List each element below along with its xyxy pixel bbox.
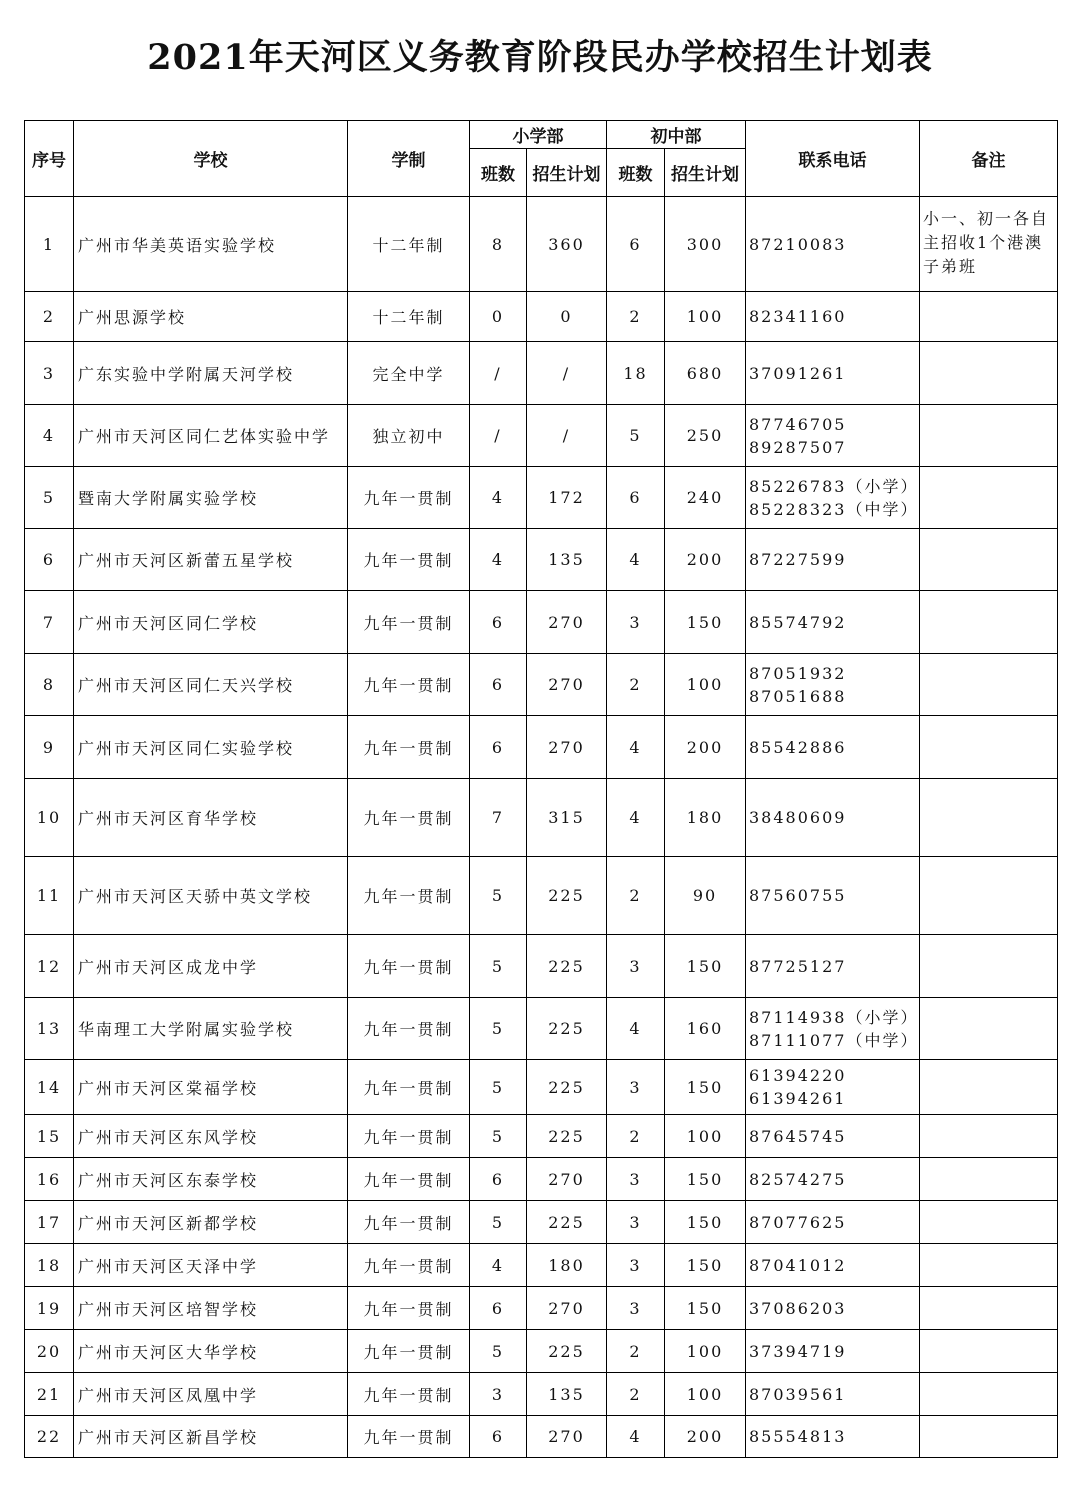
phone-number: 87051688 xyxy=(749,686,847,706)
header-phone: 联系电话 xyxy=(746,121,920,197)
table-row xyxy=(25,1244,1058,1287)
table-row xyxy=(25,1330,1058,1373)
row-system: 九年一贯制 xyxy=(348,1201,470,1244)
phone-number: 87725127 xyxy=(749,956,847,976)
header-junior-plan: 招生计划 xyxy=(665,149,746,197)
row-junior-plan: 150 xyxy=(665,1201,746,1244)
page-title: 2021年天河区义务教育阶段民办学校招生计划表 xyxy=(147,37,933,78)
row-primary-plan: 225 xyxy=(527,1201,607,1244)
row-no: 7 xyxy=(25,591,74,654)
row-school: 暨南大学附属实验学校 xyxy=(74,467,348,529)
row-primary-plan: 135 xyxy=(527,529,607,591)
row-remark xyxy=(920,1373,1058,1416)
row-junior-classes: 4 xyxy=(607,716,665,779)
row-primary-classes: 6 xyxy=(470,1287,527,1330)
row-remark xyxy=(920,716,1058,779)
phone-number: 61394261 xyxy=(749,1089,847,1108)
row-school: 广州市天河区同仁天兴学校 xyxy=(74,654,348,716)
row-junior-plan: 150 xyxy=(665,935,746,998)
row-no: 14 xyxy=(25,1060,74,1115)
row-no: 8 xyxy=(25,654,74,716)
row-system: 九年一贯制 xyxy=(348,779,470,857)
row-primary-plan: 0 xyxy=(527,292,607,342)
row-junior-plan: 300 xyxy=(665,197,746,292)
row-phone xyxy=(746,591,920,654)
row-primary-classes: 5 xyxy=(470,1201,527,1244)
row-junior-plan: 200 xyxy=(665,529,746,591)
row-school: 广州市天河区新蕾五星学校 xyxy=(74,529,348,591)
row-primary-plan: 135 xyxy=(527,1373,607,1416)
row-primary-plan: 270 xyxy=(527,591,607,654)
phone-number: 38480609 xyxy=(749,808,847,827)
row-no: 5 xyxy=(25,467,74,529)
row-junior-classes: 3 xyxy=(607,935,665,998)
row-primary-plan: 172 xyxy=(527,467,607,529)
row-remark xyxy=(920,779,1058,857)
row-junior-classes: 4 xyxy=(607,998,665,1060)
row-primary-plan: 270 xyxy=(527,1287,607,1330)
row-system: 完全中学 xyxy=(348,342,470,405)
row-school: 广州市天河区东风学校 xyxy=(74,1115,348,1158)
table-row xyxy=(25,342,1058,405)
row-junior-classes: 2 xyxy=(607,1373,665,1416)
row-no: 1 xyxy=(25,197,74,292)
row-no: 4 xyxy=(25,405,74,467)
table-row xyxy=(25,1373,1058,1416)
row-junior-plan: 240 xyxy=(665,467,746,529)
row-no: 22 xyxy=(25,1416,74,1458)
row-school: 广州市华美英语实验学校 xyxy=(74,197,348,292)
table-row xyxy=(25,405,1058,467)
row-phone xyxy=(746,1201,920,1244)
phone-number: 87077625 xyxy=(749,1212,847,1232)
row-junior-classes: 3 xyxy=(607,1287,665,1330)
row-school: 广州市天河区同仁实验学校 xyxy=(74,716,348,779)
phone-number: 89287507 xyxy=(749,437,847,457)
row-junior-classes: 3 xyxy=(607,1244,665,1287)
table-row xyxy=(25,1201,1058,1244)
row-no: 11 xyxy=(25,857,74,935)
row-system: 九年一贯制 xyxy=(348,529,470,591)
phone-number: 87051932 xyxy=(749,663,847,683)
table-row xyxy=(25,998,1058,1060)
row-remark xyxy=(920,1115,1058,1158)
row-no: 21 xyxy=(25,1373,74,1416)
row-school: 华南理工大学附属实验学校 xyxy=(74,998,348,1060)
row-primary-plan: / xyxy=(527,342,607,405)
row-primary-classes: 4 xyxy=(470,1244,527,1287)
table-row xyxy=(25,1158,1058,1201)
row-remark xyxy=(920,1416,1058,1458)
row-junior-classes: 4 xyxy=(607,529,665,591)
row-no: 13 xyxy=(25,998,74,1060)
phone-number: 85542886 xyxy=(749,737,847,757)
row-phone xyxy=(746,529,920,591)
phone-number: 87111077（中学） xyxy=(749,1030,919,1050)
header-junior-classes: 班数 xyxy=(607,149,665,197)
row-phone xyxy=(746,1416,920,1458)
header-remark: 备注 xyxy=(920,121,1058,197)
row-no: 10 xyxy=(25,779,74,857)
row-school: 广州市天河区新都学校 xyxy=(74,1201,348,1244)
row-primary-plan: 270 xyxy=(527,716,607,779)
row-primary-classes: 5 xyxy=(470,935,527,998)
row-phone xyxy=(746,1060,920,1115)
row-primary-classes: 5 xyxy=(470,1060,527,1115)
table-row xyxy=(25,1416,1058,1458)
row-system: 独立初中 xyxy=(348,405,470,467)
row-system: 九年一贯制 xyxy=(348,591,470,654)
header-primary-classes: 班数 xyxy=(470,149,527,197)
table-row xyxy=(25,716,1058,779)
phone-number: 85226783（小学） xyxy=(749,476,919,496)
row-remark: 小一、初一各自主招收1个港澳子弟班 xyxy=(920,197,1058,292)
row-junior-plan: 200 xyxy=(665,1416,746,1458)
row-junior-classes: 2 xyxy=(607,292,665,342)
row-system: 九年一贯制 xyxy=(348,1060,470,1115)
row-primary-plan: 315 xyxy=(527,779,607,857)
row-phone xyxy=(746,467,920,529)
row-junior-classes: 2 xyxy=(607,1115,665,1158)
row-junior-plan: 100 xyxy=(665,1115,746,1158)
row-junior-classes: 18 xyxy=(607,342,665,405)
row-primary-classes: 6 xyxy=(470,591,527,654)
row-system: 十二年制 xyxy=(348,292,470,342)
row-no: 6 xyxy=(25,529,74,591)
phone-number: 82574275 xyxy=(749,1169,847,1189)
row-remark xyxy=(920,857,1058,935)
table-row xyxy=(25,1287,1058,1330)
phone-number: 87645745 xyxy=(749,1126,847,1146)
row-junior-classes: 2 xyxy=(607,654,665,716)
row-no: 3 xyxy=(25,342,74,405)
row-junior-classes: 3 xyxy=(607,1158,665,1201)
row-system: 九年一贯制 xyxy=(348,1416,470,1458)
phone-number: 37091261 xyxy=(749,363,847,383)
table-row xyxy=(25,591,1058,654)
row-junior-plan: 150 xyxy=(665,591,746,654)
row-primary-classes: 4 xyxy=(470,467,527,529)
row-junior-classes: 2 xyxy=(607,857,665,935)
row-phone xyxy=(746,654,920,716)
row-school: 广州市天河区东泰学校 xyxy=(74,1158,348,1201)
row-junior-plan: 100 xyxy=(665,1373,746,1416)
phone-number: 87746705 xyxy=(749,414,847,434)
row-no: 17 xyxy=(25,1201,74,1244)
row-remark xyxy=(920,1158,1058,1201)
row-primary-classes: / xyxy=(470,342,527,405)
row-primary-classes: 6 xyxy=(470,716,527,779)
phone-number: 87560755 xyxy=(749,886,847,905)
row-school: 广州市天河区培智学校 xyxy=(74,1287,348,1330)
row-junior-plan: 100 xyxy=(665,292,746,342)
table-row xyxy=(25,529,1058,591)
table-row xyxy=(25,292,1058,342)
row-remark xyxy=(920,1330,1058,1373)
row-no: 12 xyxy=(25,935,74,998)
row-remark xyxy=(920,1201,1058,1244)
row-phone xyxy=(746,935,920,998)
phone-number: 37394719 xyxy=(749,1341,847,1361)
row-junior-plan: 150 xyxy=(665,1244,746,1287)
row-primary-classes: 5 xyxy=(470,1115,527,1158)
row-junior-classes: 4 xyxy=(607,1416,665,1458)
row-remark xyxy=(920,1060,1058,1115)
enrollment-table xyxy=(24,120,1058,1458)
row-system: 九年一贯制 xyxy=(348,1244,470,1287)
table-header xyxy=(25,121,1058,197)
row-school: 广州市天河区天泽中学 xyxy=(74,1244,348,1287)
row-primary-plan: 225 xyxy=(527,998,607,1060)
row-junior-plan: 250 xyxy=(665,405,746,467)
row-remark xyxy=(920,342,1058,405)
phone-number: 87114938（小学） xyxy=(749,1007,919,1027)
row-no: 9 xyxy=(25,716,74,779)
header-no: 序号 xyxy=(25,121,74,197)
row-junior-classes: 3 xyxy=(607,1060,665,1115)
table-row xyxy=(25,857,1058,935)
row-primary-plan: 270 xyxy=(527,1416,607,1458)
row-school: 广州市天河区凤凰中学 xyxy=(74,1373,348,1416)
row-remark xyxy=(920,292,1058,342)
row-junior-plan: 90 xyxy=(665,857,746,935)
phone-number: 87039561 xyxy=(749,1384,847,1404)
row-remark xyxy=(920,405,1058,467)
row-system: 九年一贯制 xyxy=(348,857,470,935)
header-junior: 初中部 xyxy=(607,121,746,149)
row-primary-plan: / xyxy=(527,405,607,467)
row-no: 16 xyxy=(25,1158,74,1201)
row-no: 2 xyxy=(25,292,74,342)
row-primary-classes: 4 xyxy=(470,529,527,591)
row-system: 十二年制 xyxy=(348,197,470,292)
table-row xyxy=(25,779,1058,857)
row-primary-classes: 8 xyxy=(470,197,527,292)
row-school: 广州市天河区育华学校 xyxy=(74,779,348,857)
row-junior-plan: 150 xyxy=(665,1287,746,1330)
row-system: 九年一贯制 xyxy=(348,1373,470,1416)
row-primary-classes: 3 xyxy=(470,1373,527,1416)
row-school: 广州市天河区大华学校 xyxy=(74,1330,348,1373)
phone-number: 37086203 xyxy=(749,1298,847,1318)
row-remark xyxy=(920,654,1058,716)
table-body xyxy=(25,197,1058,1458)
row-primary-plan: 225 xyxy=(527,1330,607,1373)
row-phone xyxy=(746,1373,920,1416)
row-junior-classes: 4 xyxy=(607,779,665,857)
row-primary-classes: 5 xyxy=(470,857,527,935)
header-school: 学校 xyxy=(74,121,348,197)
row-junior-plan: 100 xyxy=(665,1330,746,1373)
row-system: 九年一贯制 xyxy=(348,1330,470,1373)
row-phone xyxy=(746,857,920,935)
row-junior-plan: 150 xyxy=(665,1060,746,1115)
row-remark xyxy=(920,998,1058,1060)
row-remark xyxy=(920,591,1058,654)
row-phone xyxy=(746,998,920,1060)
row-primary-classes: 6 xyxy=(470,1158,527,1201)
phone-number: 82341160 xyxy=(749,307,847,326)
row-school: 广州市天河区同仁艺体实验中学 xyxy=(74,405,348,467)
row-system: 九年一贯制 xyxy=(348,1158,470,1201)
row-primary-classes: 6 xyxy=(470,1416,527,1458)
row-junior-plan: 100 xyxy=(665,654,746,716)
row-phone xyxy=(746,1244,920,1287)
row-no: 18 xyxy=(25,1244,74,1287)
row-junior-plan: 180 xyxy=(665,779,746,857)
row-school: 广州市天河区新昌学校 xyxy=(74,1416,348,1458)
row-primary-classes: 6 xyxy=(470,654,527,716)
row-primary-plan: 225 xyxy=(527,935,607,998)
row-phone xyxy=(746,405,920,467)
row-phone xyxy=(746,197,920,292)
row-primary-plan: 225 xyxy=(527,857,607,935)
row-junior-classes: 3 xyxy=(607,1201,665,1244)
phone-number: 85554813 xyxy=(749,1427,847,1446)
row-phone xyxy=(746,1158,920,1201)
row-remark xyxy=(920,529,1058,591)
table-row xyxy=(25,467,1058,529)
row-primary-classes: 5 xyxy=(470,998,527,1060)
row-phone xyxy=(746,1330,920,1373)
row-system: 九年一贯制 xyxy=(348,467,470,529)
row-primary-plan: 270 xyxy=(527,1158,607,1201)
row-system: 九年一贯制 xyxy=(348,654,470,716)
phone-number: 87210083 xyxy=(749,234,847,254)
phone-number: 61394220 xyxy=(749,1066,847,1085)
row-remark xyxy=(920,1244,1058,1287)
header-primary: 小学部 xyxy=(470,121,607,149)
phone-number: 85228323（中学） xyxy=(749,499,919,519)
row-school: 广州市天河区棠福学校 xyxy=(74,1060,348,1115)
row-no: 19 xyxy=(25,1287,74,1330)
row-junior-classes: 3 xyxy=(607,591,665,654)
phone-number: 87227599 xyxy=(749,550,847,569)
row-primary-classes: 5 xyxy=(470,1330,527,1373)
row-remark xyxy=(920,1287,1058,1330)
row-junior-plan: 160 xyxy=(665,998,746,1060)
row-school: 广州思源学校 xyxy=(74,292,348,342)
row-school: 广州市天河区天骄中英文学校 xyxy=(74,857,348,935)
row-no: 15 xyxy=(25,1115,74,1158)
header-system: 学制 xyxy=(348,121,470,197)
row-primary-plan: 360 xyxy=(527,197,607,292)
row-system: 九年一贯制 xyxy=(348,1115,470,1158)
row-primary-classes: / xyxy=(470,405,527,467)
row-junior-plan: 680 xyxy=(665,342,746,405)
row-primary-classes: 7 xyxy=(470,779,527,857)
row-phone xyxy=(746,716,920,779)
row-junior-classes: 6 xyxy=(607,197,665,292)
row-junior-classes: 5 xyxy=(607,405,665,467)
row-phone xyxy=(746,1115,920,1158)
row-junior-classes: 6 xyxy=(607,467,665,529)
row-phone xyxy=(746,292,920,342)
row-junior-plan: 200 xyxy=(665,716,746,779)
row-system: 九年一贯制 xyxy=(348,1287,470,1330)
row-primary-plan: 180 xyxy=(527,1244,607,1287)
phone-number: 85574792 xyxy=(749,612,847,632)
row-primary-plan: 225 xyxy=(527,1115,607,1158)
row-primary-plan: 225 xyxy=(527,1060,607,1115)
table-row xyxy=(25,197,1058,292)
row-no: 20 xyxy=(25,1330,74,1373)
row-phone xyxy=(746,779,920,857)
row-school: 广州市天河区成龙中学 xyxy=(74,935,348,998)
table-row xyxy=(25,1115,1058,1158)
table-row xyxy=(25,654,1058,716)
table-row xyxy=(25,935,1058,998)
phone-number: 87041012 xyxy=(749,1255,847,1275)
row-phone xyxy=(746,342,920,405)
row-system: 九年一贯制 xyxy=(348,935,470,998)
row-remark xyxy=(920,935,1058,998)
row-junior-plan: 150 xyxy=(665,1158,746,1201)
row-school: 广州市天河区同仁学校 xyxy=(74,591,348,654)
row-school: 广东实验中学附属天河学校 xyxy=(74,342,348,405)
row-remark xyxy=(920,467,1058,529)
row-primary-classes: 0 xyxy=(470,292,527,342)
row-system: 九年一贯制 xyxy=(348,716,470,779)
table-row xyxy=(25,1060,1058,1115)
row-primary-plan: 270 xyxy=(527,654,607,716)
row-system: 九年一贯制 xyxy=(348,998,470,1060)
row-junior-classes: 2 xyxy=(607,1330,665,1373)
row-phone xyxy=(746,1287,920,1330)
header-primary-plan: 招生计划 xyxy=(527,149,607,197)
